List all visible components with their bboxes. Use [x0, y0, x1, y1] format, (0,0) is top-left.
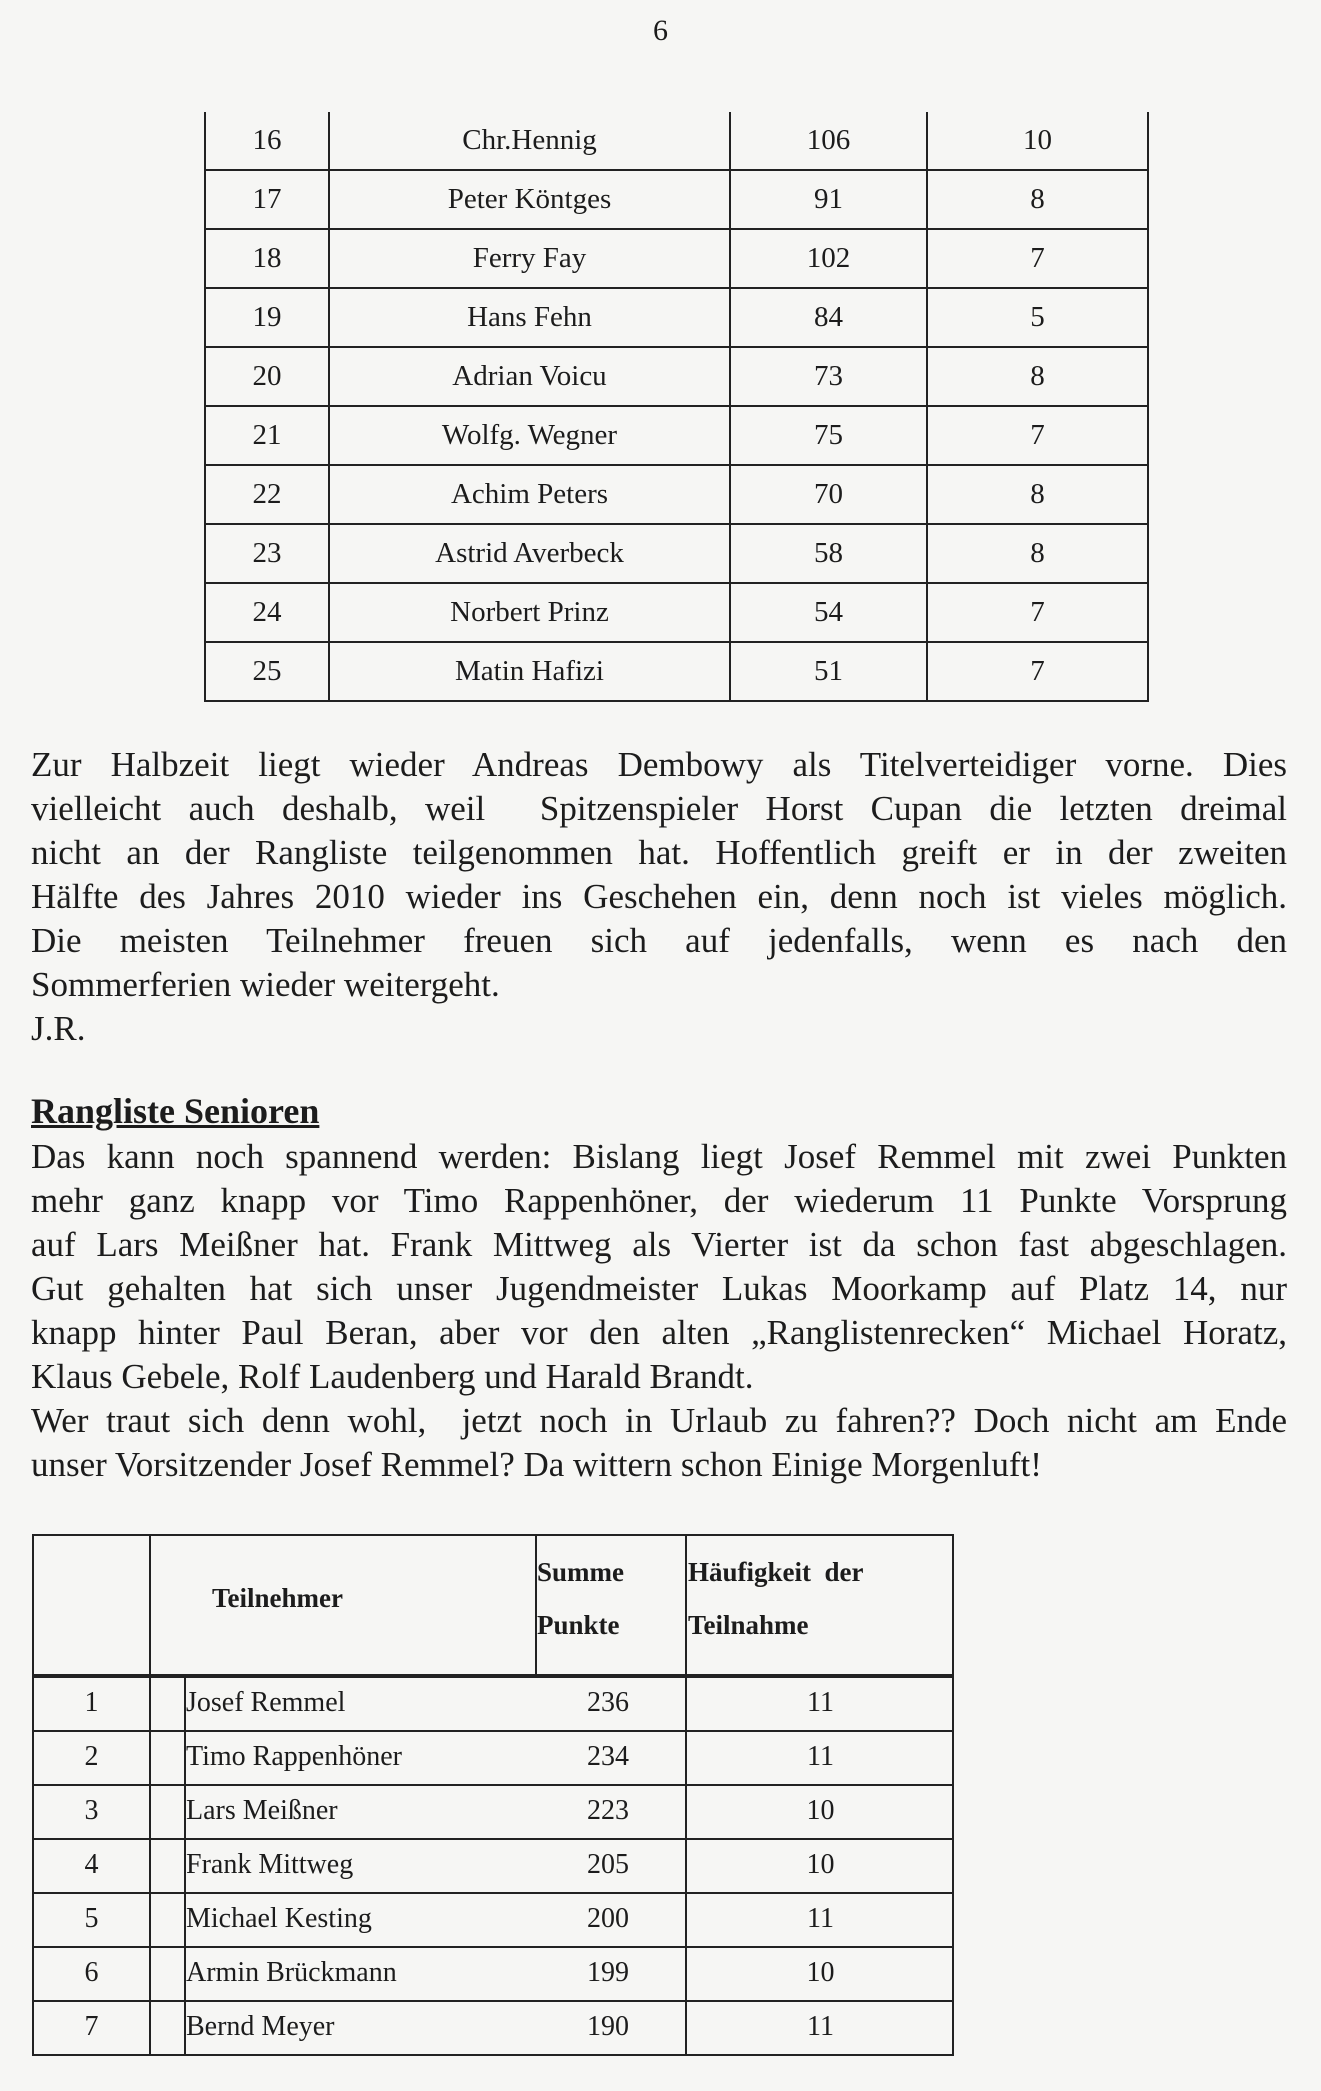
- table-row: [32, 1892, 954, 1946]
- text-line: mehr ganz knapp vor Timo Rappenhöner, der wiederum 11 Punkte Vorsprung: [31, 1181, 1287, 1220]
- header-divider: [685, 1534, 687, 1676]
- row-border: [952, 2000, 954, 2054]
- table-row: [32, 2000, 954, 2054]
- table-row: [205, 112, 1148, 170]
- table-row: [205, 583, 1148, 642]
- row-divider: [32, 2054, 954, 2056]
- spacer-cell: [149, 2000, 184, 2054]
- row-divider: [32, 1730, 954, 1732]
- text-line: nicht an der Rangliste teilgenommen hat. Hoffentlich greift er in der zweiten: [31, 833, 1287, 872]
- count-cell: 11: [685, 2000, 954, 2054]
- rank-cell: 6: [32, 1946, 149, 2000]
- count-cell: 11: [685, 1892, 954, 1946]
- spacer-cell: [149, 1676, 184, 1730]
- name-cell: Peter Köntges: [329, 170, 730, 229]
- text-line: Zur Halbzeit liegt wieder Andreas Dembowy als Titelverteidiger vorne. Dies: [31, 745, 1287, 784]
- rank-cell: 22: [205, 465, 329, 524]
- table-row: [205, 465, 1148, 524]
- table-row: [205, 524, 1148, 583]
- points-cell: 75: [730, 406, 927, 465]
- rank-cell: 17: [205, 170, 329, 229]
- seniors-ranking-table: [32, 1534, 954, 2056]
- points-cell: 102: [730, 229, 927, 288]
- header-frequency-line1: Häufigkeit der: [688, 1557, 864, 1587]
- points-cell: 51: [730, 642, 927, 701]
- header-frequency-line2: Teilnahme: [688, 1610, 809, 1640]
- page-number: 6: [653, 14, 668, 47]
- row-divider: [32, 1676, 954, 1678]
- points-cell: 91: [730, 170, 927, 229]
- header-divider: [149, 1534, 151, 1676]
- points-cell: 84: [730, 288, 927, 347]
- points-cell: 223: [587, 1795, 629, 1826]
- name-cell: Armin Brückmann: [184, 1946, 535, 2000]
- points-cell: 106: [730, 112, 927, 170]
- spacer-cell: [149, 1838, 184, 1892]
- count-cell: 7: [927, 406, 1148, 465]
- count-cell: 10: [685, 1946, 954, 2000]
- points-cell: 73: [730, 347, 927, 406]
- name-cell: Josef Remmel: [184, 1676, 535, 1730]
- rank-cell: 21: [205, 406, 329, 465]
- text-line: vielleicht auch deshalb, weil Spitzenspieler Horst Cupan die letzten dreimal: [31, 789, 1287, 828]
- header-sum-line2: Punkte: [537, 1610, 620, 1640]
- name-cell: Matin Hafizi: [329, 642, 730, 701]
- row-border: [952, 1730, 954, 1784]
- rank-cell: 4: [32, 1838, 149, 1892]
- header-participant: Teilnehmer: [212, 1583, 343, 1613]
- text-line: Das kann noch spannend werden: Bislang liegt Josef Remmel mit zwei Punkten: [31, 1137, 1287, 1176]
- name-cell: Norbert Prinz: [329, 583, 730, 642]
- rank-cell: 24: [205, 583, 329, 642]
- rank-cell: 5: [32, 1892, 149, 1946]
- table-row: [205, 406, 1148, 465]
- name-cell: Astrid Averbeck: [329, 524, 730, 583]
- row-divider: [32, 1892, 954, 1894]
- points-cell: 54: [730, 583, 927, 642]
- name-cell: Hans Fehn: [329, 288, 730, 347]
- text-line: Sommerferien wieder weitergeht.: [31, 965, 500, 1004]
- count-cell: 8: [927, 347, 1148, 406]
- row-border: [952, 1838, 954, 1892]
- name-cell: Michael Kesting: [184, 1892, 535, 1946]
- points-cell: 234: [587, 1741, 629, 1772]
- text-line: Wer traut sich denn wohl, jetzt noch in Urlaub zu fahren?? Doch nicht am Ende: [31, 1401, 1287, 1440]
- spacer-cell: [149, 1730, 184, 1784]
- table-row: [205, 229, 1148, 288]
- count-cell: 11: [685, 1730, 954, 1784]
- count-cell: 7: [927, 229, 1148, 288]
- name-cell: Frank Mittweg: [184, 1838, 535, 1892]
- count-cell: 8: [927, 524, 1148, 583]
- table-row: [32, 1946, 954, 2000]
- rank-cell: 3: [32, 1784, 149, 1838]
- text-line: Gut gehalten hat sich unser Jugendmeister Lukas Moorkamp auf Platz 14, nur: [31, 1269, 1287, 1308]
- row-border: [952, 1946, 954, 2000]
- rank-cell: 23: [205, 524, 329, 583]
- header-sum-line1: Summe: [537, 1557, 624, 1587]
- rank-cell: 19: [205, 288, 329, 347]
- spacer-cell: [149, 1784, 184, 1838]
- row-border: [952, 1892, 954, 1946]
- name-cell: Chr.Hennig: [329, 112, 730, 170]
- rank-cell: 7: [32, 2000, 149, 2054]
- section-heading-senioren: Rangliste Senioren: [31, 1091, 320, 1131]
- name-cell: Adrian Voicu: [329, 347, 730, 406]
- spacer-cell: [149, 1892, 184, 1946]
- row-divider: [32, 1838, 954, 1840]
- name-cell: Wolfg. Wegner: [329, 406, 730, 465]
- count-cell: 10: [685, 1838, 954, 1892]
- rank-cell: 16: [205, 112, 329, 170]
- points-cell: 200: [587, 1903, 629, 1934]
- header-divider: [535, 1534, 537, 1676]
- table-row: [205, 170, 1148, 229]
- count-cell: 8: [927, 465, 1148, 524]
- table-row: [32, 1784, 954, 1838]
- table-row: [205, 347, 1148, 406]
- ranking-table-top: [204, 112, 1149, 702]
- rank-cell: 2: [32, 1730, 149, 1784]
- points-cell: 190: [587, 2011, 629, 2042]
- count-cell: 11: [685, 1676, 954, 1730]
- points-cell: 236: [587, 1687, 629, 1718]
- text-line: knapp hinter Paul Beran, aber vor den alten „Ranglistenrecken“ Michael Horatz,: [31, 1313, 1287, 1352]
- count-cell: 10: [685, 1784, 954, 1838]
- count-cell: 7: [927, 583, 1148, 642]
- rank-cell: 20: [205, 347, 329, 406]
- name-cell: Ferry Fay: [329, 229, 730, 288]
- count-cell: 10: [927, 112, 1148, 170]
- table-header-frame: [32, 1534, 954, 1676]
- paragraph-seniors: [31, 1135, 1287, 1487]
- rank-cell: 18: [205, 229, 329, 288]
- row-border: [952, 1676, 954, 1730]
- row-divider: [32, 1946, 954, 1948]
- rank-cell: 25: [205, 642, 329, 701]
- row-divider: [32, 1784, 954, 1786]
- table-row: [32, 1676, 954, 1730]
- spacer-cell: [149, 1946, 184, 2000]
- name-cell: Lars Meißner: [184, 1784, 535, 1838]
- row-divider: [32, 2000, 954, 2002]
- row-border: [952, 1784, 954, 1838]
- count-cell: 7: [927, 642, 1148, 701]
- rank-cell: 1: [32, 1676, 149, 1730]
- table-row: [32, 1838, 954, 1892]
- text-line: J.R.: [31, 1009, 86, 1048]
- text-line: auf Lars Meißner hat. Frank Mittweg als Vierter ist da schon fast abgeschlagen.: [31, 1225, 1287, 1264]
- text-line: unser Vorsitzender Josef Remmel? Da wittern schon Einige Morgenluft!: [31, 1445, 1042, 1484]
- name-cell: Timo Rappenhöner: [184, 1730, 535, 1784]
- count-cell: 8: [927, 170, 1148, 229]
- points-cell: 58: [730, 524, 927, 583]
- name-cell: Achim Peters: [329, 465, 730, 524]
- points-cell: 70: [730, 465, 927, 524]
- count-cell: 5: [927, 288, 1148, 347]
- paragraph-halftime: [31, 743, 1287, 1051]
- points-cell: 199: [587, 1957, 629, 1988]
- table-row: [205, 642, 1148, 701]
- table-row: [32, 1730, 954, 1784]
- text-line: Hälfte des Jahres 2010 wieder ins Geschehen ein, denn noch ist vieles möglich.: [31, 877, 1287, 916]
- text-line: Die meisten Teilnehmer freuen sich auf jedenfalls, wenn es nach den: [31, 921, 1287, 960]
- text-line: Klaus Gebele, Rolf Laudenberg und Harald Brandt.: [31, 1357, 754, 1396]
- name-cell: Bernd Meyer: [184, 2000, 535, 2054]
- table-row: [205, 288, 1148, 347]
- points-cell: 205: [587, 1849, 629, 1880]
